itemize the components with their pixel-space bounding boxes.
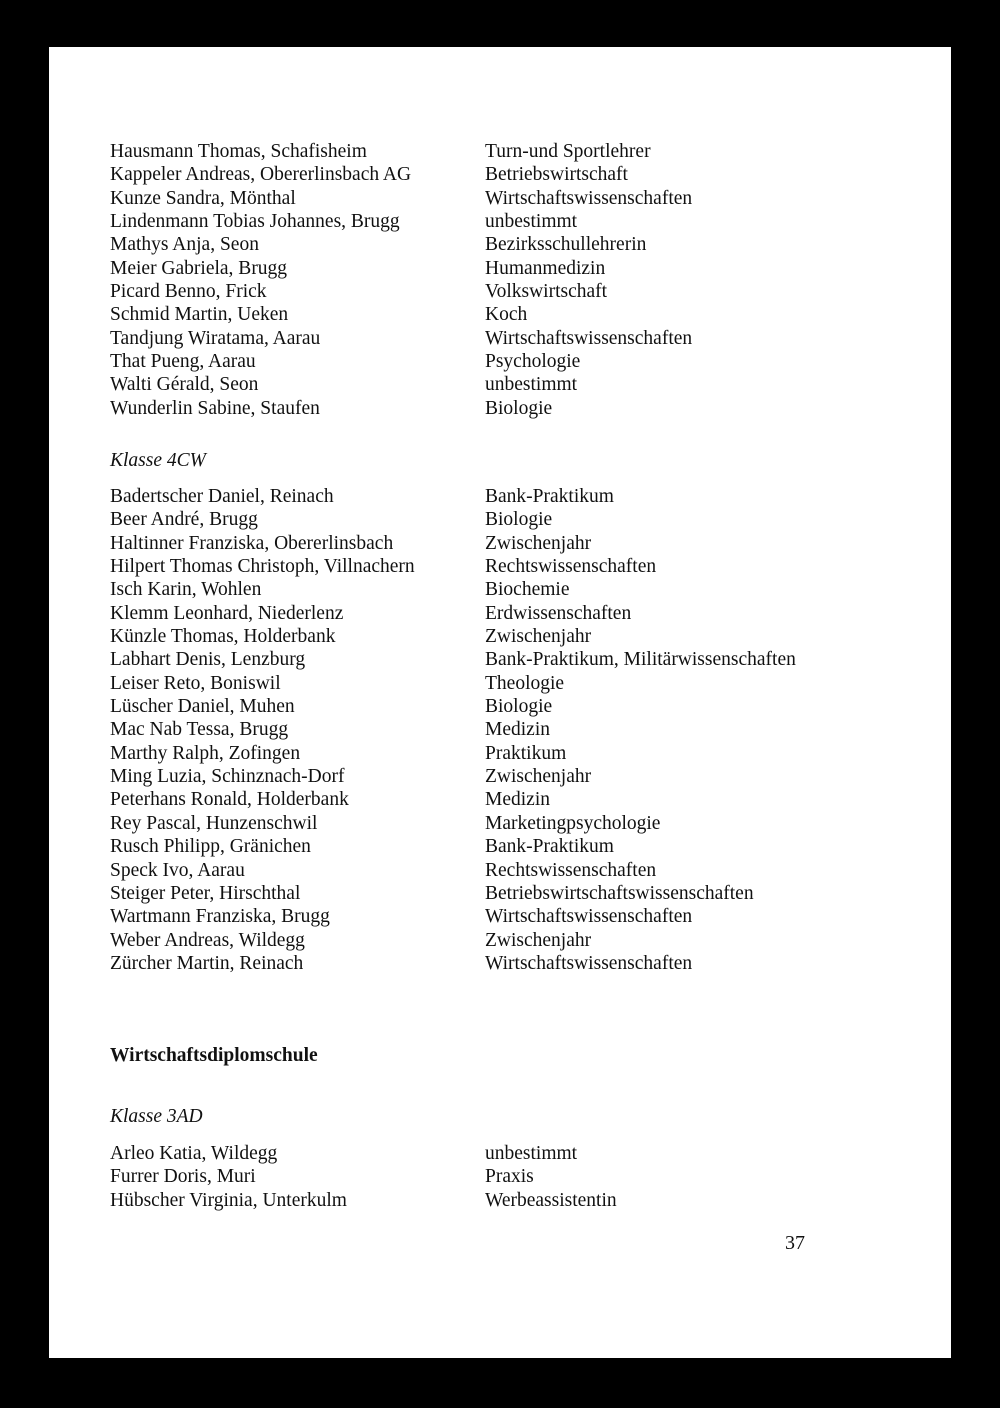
career-choice: unbestimmt [485,211,578,233]
career-choice: Wirtschaftswissenschaften [485,187,693,209]
student-name: Furrer Doris, Muri [110,1166,256,1188]
list-item [110,905,870,928]
class-heading: Klasse 3AD [110,1106,203,1127]
career-choice: Rechtswissenschaften [485,556,657,578]
list-item [110,695,870,718]
student-name: Steiger Peter, Hirschthal [110,882,301,904]
student-name: Lüscher Daniel, Muhen [110,696,295,718]
student-name: Künzle Thomas, Holderbank [110,626,336,648]
list-item [110,812,870,835]
list-item [110,859,870,882]
student-name: Arleo Katia, Wildegg [110,1143,278,1164]
student-name: Leiser Reto, Boniswil [110,672,281,694]
career-choice: unbestimmt [485,374,578,396]
class-heading: Klasse 4CW [110,450,206,471]
list-item [110,835,870,858]
career-choice: Wirtschaftswissenschaften [485,906,693,928]
list-item [110,532,870,555]
student-name: Speck Ivo, Aarau [110,859,245,881]
student-name: Meier Gabriela, Brugg [110,257,288,279]
list-item [110,788,870,811]
list-item [110,327,870,350]
student-name: Hübscher Virginia, Unterkulm [110,1189,347,1211]
list-item [110,163,870,186]
class-3ad-list [110,1142,870,1212]
career-choice: Biochemie [485,579,570,601]
student-name: Kappeler Andreas, Obererlinsbach AG [110,164,412,186]
list-item [110,929,870,952]
career-choice: Theologie [485,672,565,694]
career-choice: unbestimmt [485,1143,578,1164]
career-choice: Biologie [485,509,553,531]
career-choice: Zwischenjahr [485,766,592,788]
list-item [110,210,870,233]
list-item [110,672,870,695]
student-name: Peterhans Ronald, Holderbank [110,789,349,811]
class-3ad-heading [110,1105,870,1129]
student-name: Beer André, Brugg [110,509,258,531]
list-item [110,485,870,508]
list-item [110,187,870,210]
list-item [110,648,870,671]
career-choice: Humanmedizin [485,257,606,279]
list-item [110,602,870,625]
student-name: Hausmann Thomas, Schafisheim [110,141,367,162]
career-choice: Wirtschaftswissenschaften [485,327,693,349]
career-choice: Medizin [485,789,550,811]
student-name: Labhart Denis, Lenzburg [110,649,306,671]
list-item [110,397,870,420]
document-page [49,47,951,1358]
list-item [110,140,870,163]
career-choice: Marketingpsychologie [485,812,661,834]
career-choice: Bank-Praktikum, Militärwissenschaften [485,649,796,671]
list-item [110,882,870,905]
list-item [110,280,870,303]
list-item [110,625,870,648]
career-choice: Wirtschaftswissenschaften [485,952,693,974]
page-number: 37 [785,1232,805,1254]
list-item [110,303,870,326]
career-choice: Zwischenjahr [485,626,592,648]
student-name: Badertscher Daniel, Reinach [110,486,334,507]
list-item [110,1165,870,1188]
student-name: Wunderlin Sabine, Staufen [110,397,320,419]
career-choice: Zwischenjahr [485,532,592,554]
student-name: Mathys Anja, Seon [110,234,259,256]
career-choice: Koch [485,304,528,326]
career-choice: Bank-Praktikum [485,486,614,507]
student-name: Klemm Leonhard, Niederlenz [110,602,344,624]
list-item [110,1189,870,1212]
school-heading: Wirtschaftsdiplomschule [110,1045,318,1066]
career-choice: Betriebswirtschaftswissenschaften [485,882,754,904]
career-choice: Turn-und Sportlehrer [485,141,651,162]
career-choice: Biologie [485,696,553,718]
student-name: Rusch Philipp, Gränichen [110,836,311,858]
student-name: Picard Benno, Frick [110,281,267,303]
student-name: Tandjung Wiratama, Aarau [110,327,321,349]
student-name: Ming Luzia, Schinznach-Dorf [110,766,345,788]
career-choice: Volkswirtschaft [485,281,608,303]
student-name: Lindenmann Tobias Johannes, Brugg [110,211,400,233]
list-item [110,350,870,373]
list-item [110,233,870,256]
list-item [110,765,870,788]
class-4cw-list [110,485,870,975]
student-name: Mac Nab Tessa, Brugg [110,719,289,741]
career-choice: Bank-Praktikum [485,836,614,858]
career-choice: Betriebswirtschaft [485,164,628,186]
career-choice: Praktikum [485,742,567,764]
student-name: Marthy Ralph, Zofingen [110,742,301,764]
list-item [110,508,870,531]
student-name: Kunze Sandra, Mönthal [110,187,296,209]
career-choice: Bezirksschullehrerin [485,234,647,256]
career-choice: Medizin [485,719,550,741]
student-name: That Pueng, Aarau [110,351,256,373]
career-choice: Zwischenjahr [485,929,592,951]
career-choice: Psychologie [485,351,581,373]
student-name: Haltinner Franziska, Obererlinsbach [110,532,394,554]
student-name: Isch Karin, Wohlen [110,579,262,601]
student-name: Hilpert Thomas Christoph, Villnachern [110,556,415,578]
list-item [110,742,870,765]
student-name: Zürcher Martin, Reinach [110,952,304,974]
list-item [110,257,870,280]
career-choice: Praxis [485,1166,534,1188]
career-choice: Rechtswissenschaften [485,859,657,881]
school-heading-wrap [110,1044,870,1068]
student-name: Walti Gérald, Seon [110,374,259,396]
career-choice: Werbeassistentin [485,1189,617,1211]
list-item [110,952,870,975]
student-name: Schmid Martin, Ueken [110,304,289,326]
student-name: Rey Pascal, Hunzenschwil [110,812,318,834]
list-item [110,578,870,601]
student-name: Weber Andreas, Wildegg [110,929,305,951]
career-choice: Erdwissenschaften [485,602,632,624]
list-item [110,1142,870,1165]
list-item [110,555,870,578]
student-list-continued [110,140,870,420]
career-choice: Biologie [485,397,553,419]
list-item [110,718,870,741]
student-name: Wartmann Franziska, Brugg [110,906,330,928]
class-4cw-heading [110,449,870,473]
list-item [110,373,870,396]
